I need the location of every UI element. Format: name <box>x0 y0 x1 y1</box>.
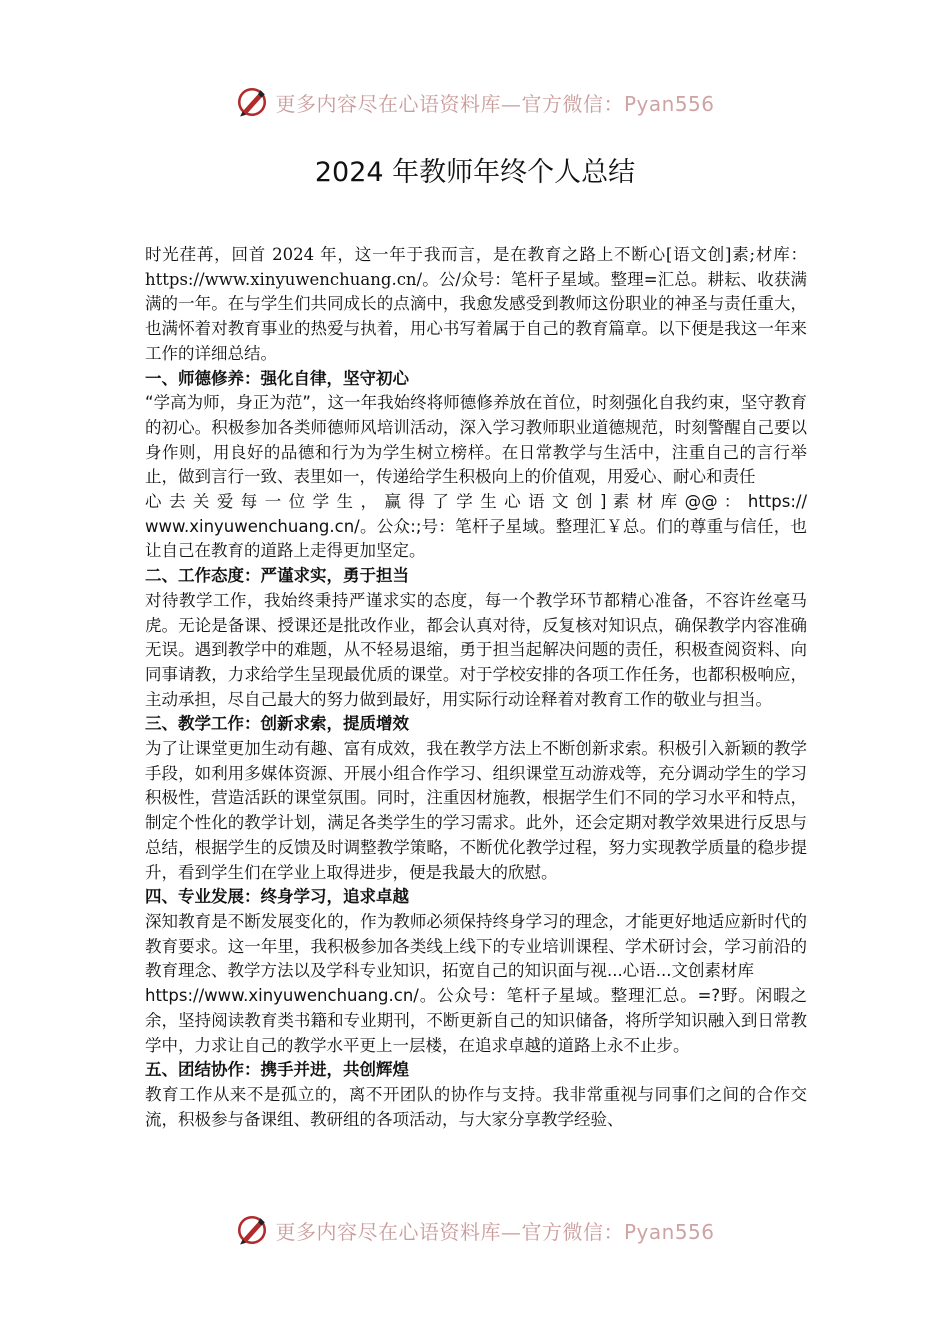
pen-logo-icon <box>235 85 269 119</box>
banner-slogan: 更多内容尽在心语资料库—官方微信： <box>275 1219 624 1244</box>
banner-text <box>275 88 714 117</box>
section-4-paragraph-a: 深知教育是不断发展变化的，作为教师必须保持终身学习的理念，才能更好地适应新时代的教育要求。这一年里，我积极参加各类线上线下的专业培训课程、学术研讨会，学习前沿的教育理念、教学方法以及学科专业知识，拓宽自己的知识面与视...心语...文创素材库 <box>145 911 807 981</box>
section-heading-1: 一、师德修养：强化自律，坚守初心 <box>145 368 409 388</box>
footer-banner <box>0 1210 950 1250</box>
section-3-paragraph: 为了让课堂更加生动有趣、富有成效，我在教学方法上不断创新求索。积极引入新颖的教学手段，如利用多媒体资源、开展小组合作学习、组织课堂互动游戏等，充分调动学生的学习积极性，营造活跃的课堂氛围。同时，注重因材施教，根据学生们不同的学习水平和特点，制定个性化的教学计划，满足各类学生的学习需求。此外，还会定期对教学效果进行反思与总结，根据学生的反馈及时调整教学策略，不断优化教学过程，努力实现教学质量的稳步提升，看到学生们在学业上取得进步，便是我最大的欣慰。 <box>145 739 807 882</box>
banner-slogan: 更多内容尽在心语资料库—官方微信： <box>275 91 624 116</box>
section-heading-2: 二、工作态度：严谨求实，勇于担当 <box>145 566 409 586</box>
section-heading-4: 四、专业发展：终身学习，追求卓越 <box>145 887 409 907</box>
section-1-paragraph-b: 心 去 关 爱 每 一 位 学 生 ， 赢 得 了 学 生 心 语 文 创 ] 素 材 库 @@ ： https:// <box>145 492 807 512</box>
page-title: 2024 年教师年终个人总结 <box>314 157 636 188</box>
section-heading-3: 三、教学工作：创新求索，提质增效 <box>145 714 409 734</box>
document-body <box>145 243 807 1132</box>
section-heading-5: 五、团结协作：携手并进，共创辉煌 <box>145 1060 409 1080</box>
section-5-paragraph: 教育工作从来不是孤立的，离不开团队的协作与支持。我非常重视与同事们之间的合作交流，积极参与备课组、教研组的各项活动，与大家分享教学经验、 <box>145 1084 807 1129</box>
banner-wechat-id: Pyan556 <box>623 1219 715 1244</box>
section-2-paragraph: 对待教学工作，我始终秉持严谨求实的态度，每一个教学环节都精心准备，不容许丝毫马虎。无论是备课、授课还是批改作业，都会认真对待，反复核对知识点，确保教学内容准确无误。遇到教学中的难题，从不轻易退缩，勇于担当起解决问题的责任，积极查阅资料、向同事请教，力求给学生呈现最优质的课堂。对于学校安排的各项工作任务，也都积极响应，主动承担，尽自己最大的努力做到最好，用实际行动诠释着对教育工作的敬业与担当。 <box>145 590 807 709</box>
header-banner <box>0 82 950 122</box>
intro-paragraph: 时光荏苒，回首 2024 年，这一年于我而言，是在教育之路上不断心[语文创]素;材库：https://www.xinyuwenchuang.cn/。公/众号：笔杆子星域。整理=汇总。耕耘、收获满满的一年。在与学生们共同成长的点滴中，我愈发感受到教师这份职业的神圣与责任重大，也满怀着对教育事业的热爱与执着，用心书写着属于自己的教育篇章。以下便是我这一年来工作的详细总结。 <box>145 245 807 363</box>
section-1-paragraph-c: www.xinyuwenchuang.cn/。公众:;号：笔杆子星域。整理汇￥总。们的尊重与信任，也让自己在教育的道路上走得更加坚定。 <box>145 516 807 561</box>
section-4-paragraph-b: https://www.xinyuwenchuang.cn/。公众号：笔杆子星域。整理汇总。=?野。闲暇之余，坚持阅读教育类书籍和专业期刊，不断更新自己的知识储备，将所学知识融入到日常教学中，力求让自己的教学水平更上一层楼，在追求卓越的道路上永不止步。 <box>145 986 807 1055</box>
banner-wechat-id: Pyan556 <box>623 91 715 116</box>
pen-logo-icon <box>235 1213 269 1247</box>
section-1-paragraph-a: “学高为师，身正为范”，这一年我始终将师德修养放在首位，时刻强化自我约束，坚守教育的初心。积极参加各类师德师风培训活动，深入学习教师职业道德规范，时刻警醒自己要以身作则，用良好的品德和行为为学生树立榜样。在日常教学与生活中，注重自己的言行举止，做到言行一致、表里如一，传递给学生积极向上的价值观，用爱心、耐心和责任 <box>145 393 807 487</box>
banner-text <box>275 1216 714 1245</box>
